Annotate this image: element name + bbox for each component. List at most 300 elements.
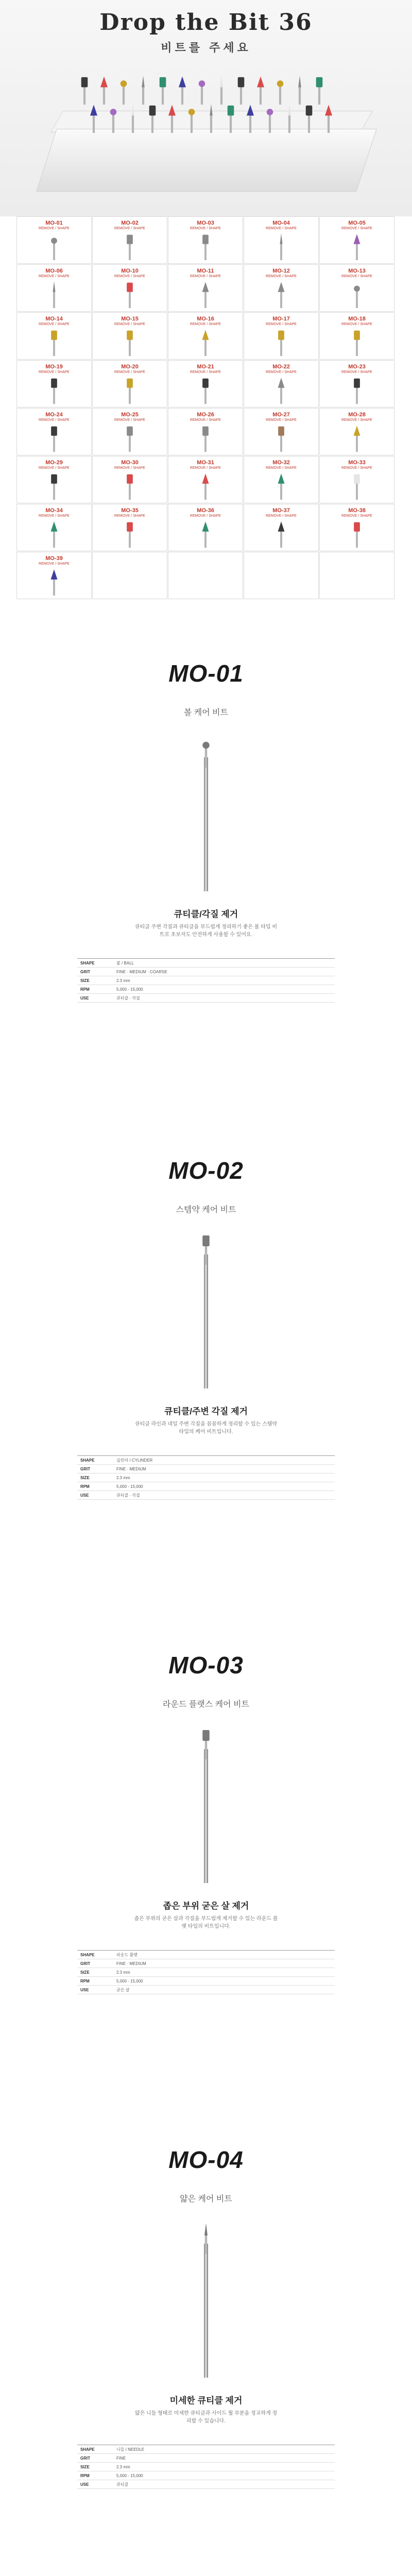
bit-card-code: MO-16	[197, 316, 214, 322]
bit-card-image	[41, 377, 67, 404]
bit-card[interactable]	[16, 456, 92, 503]
bit-card[interactable]	[92, 312, 167, 360]
spec-key: USE	[80, 995, 89, 1001]
bit-catalog-grid	[16, 216, 396, 600]
bit-card-code: MO-26	[197, 412, 214, 418]
bit-card-image	[192, 281, 219, 308]
section-usage: 큐티클/각질 제거	[174, 909, 238, 919]
spec-value: 니들 / NEEDLE	[116, 2447, 145, 2452]
bit-photo	[198, 1234, 214, 1388]
spec-key: SHAPE	[80, 960, 95, 965]
grid-row	[16, 360, 396, 408]
bit-ball-icon	[344, 281, 370, 308]
bit-needle-icon	[282, 90, 297, 147]
section-usage: 큐티클/주변 각질 제거	[164, 1406, 248, 1416]
bit-card-image	[344, 377, 370, 404]
bit-card-image	[192, 521, 219, 548]
spec-row	[77, 1473, 335, 1482]
spec-key: SHAPE	[80, 1458, 95, 1463]
bit-card-code: MO-28	[348, 412, 366, 418]
bit-section	[0, 1157, 412, 1651]
bit-card-subtitle: REMOVE / SHAPE	[341, 227, 372, 230]
bit-card[interactable]	[319, 360, 394, 408]
bit-card[interactable]	[16, 312, 92, 360]
spec-row	[77, 2454, 335, 2463]
bit-card-code: MO-37	[272, 507, 290, 514]
bit-card-image	[344, 569, 370, 596]
bit-card[interactable]	[244, 264, 319, 312]
hero-subtitle: 비트를 주세요	[161, 41, 251, 54]
spec-value: 볼 / BALL	[116, 960, 134, 965]
bit-card-code: MO-36	[197, 507, 214, 514]
bit-cyl-icon	[116, 521, 143, 548]
bit-cone-icon	[192, 281, 219, 308]
bit-card-image	[192, 473, 219, 500]
bit-card[interactable]	[92, 216, 167, 264]
grid-row	[16, 504, 396, 552]
bit-card-code: MO-24	[45, 412, 63, 418]
bit-cone-icon	[268, 377, 295, 404]
spec-value: FINE · MEDIUM	[116, 1466, 146, 1471]
bit-card-image	[344, 329, 370, 356]
bit-cyl-icon	[41, 329, 67, 356]
bit-card-code: MO-05	[348, 220, 366, 226]
bit-card[interactable]	[168, 312, 243, 360]
bit-card-image	[192, 377, 219, 404]
bit-card-subtitle: REMOVE / SHAPE	[39, 562, 70, 566]
bit-card-subtitle: REMOVE / SHAPE	[190, 466, 221, 470]
bit-card-subtitle: REMOVE / SHAPE	[341, 275, 372, 278]
empty-card	[244, 552, 319, 599]
spec-key: SIZE	[80, 978, 90, 983]
spec-value: 라운드 플랫	[116, 1952, 138, 1957]
bit-card[interactable]	[92, 456, 167, 503]
bit-card[interactable]	[16, 216, 92, 264]
bit-cyl-icon	[41, 425, 67, 452]
bit-cone-icon	[41, 521, 67, 548]
bit-card[interactable]	[168, 504, 243, 551]
bit-card-subtitle: REMOVE / SHAPE	[266, 227, 297, 230]
bit-card-subtitle: REMOVE / SHAPE	[341, 370, 372, 374]
spec-key: USE	[80, 2482, 89, 2487]
spec-row	[77, 2480, 335, 2489]
bit-cone-icon	[321, 90, 336, 147]
bit-card[interactable]	[168, 360, 243, 408]
bit-card-code: MO-11	[197, 268, 214, 274]
bit-shank	[204, 757, 208, 891]
bit-card-image	[192, 233, 219, 260]
empty-card	[168, 552, 243, 599]
bit-cyl-icon	[344, 521, 370, 548]
bit-card[interactable]	[16, 552, 92, 599]
bit-card-subtitle: REMOVE / SHAPE	[190, 370, 221, 374]
bit-photo	[198, 737, 214, 891]
bit-card-code: MO-15	[121, 316, 139, 322]
bit-card[interactable]	[16, 360, 92, 408]
bit-card-code: MO-25	[121, 412, 139, 418]
bit-card-code: MO-34	[45, 507, 63, 514]
bit-cyl-icon	[116, 329, 143, 356]
spec-value: 2.3 mm	[116, 1475, 130, 1480]
spec-value: 5,000 - 15,000	[116, 987, 143, 992]
spec-key: GRIT	[80, 2455, 91, 2461]
bit-card-subtitle: REMOVE / SHAPE	[266, 275, 297, 278]
bit-card-image	[41, 425, 67, 452]
spec-key: GRIT	[80, 969, 91, 974]
bit-card[interactable]	[16, 408, 92, 455]
spec-table	[77, 958, 335, 1003]
bit-card-subtitle: REMOVE / SHAPE	[39, 323, 70, 326]
spec-value: FINE · MEDIUM · COARSE	[116, 969, 167, 974]
bit-card-subtitle: REMOVE / SHAPE	[341, 466, 372, 470]
spec-row	[77, 1959, 335, 1968]
bit-card-subtitle: REMOVE / SHAPE	[266, 323, 297, 326]
bit-card-subtitle: REMOVE / SHAPE	[114, 227, 145, 230]
section-code: MO-02	[168, 1157, 244, 1184]
bit-empty-icon	[116, 569, 143, 596]
bit-card[interactable]	[319, 408, 394, 455]
bit-cyl-icon	[116, 233, 143, 260]
section-code: MO-03	[168, 1652, 244, 1679]
spec-table	[77, 1950, 335, 1994]
bit-cone-icon	[268, 281, 295, 308]
bit-shank	[204, 1255, 208, 1388]
bit-card-image	[268, 473, 295, 500]
bit-card[interactable]	[319, 216, 394, 264]
spec-key: RPM	[80, 1978, 90, 1984]
bit-card-image	[41, 281, 67, 308]
section-name: 얇은 케어 비트	[180, 2195, 232, 2204]
spec-row	[77, 985, 335, 994]
bit-card-code: MO-20	[121, 364, 139, 370]
bit-cyl-icon	[224, 90, 238, 147]
bit-card-subtitle: REMOVE / SHAPE	[114, 514, 145, 518]
bit-empty-icon	[192, 569, 219, 596]
bit-card-subtitle: REMOVE / SHAPE	[114, 323, 145, 326]
bit-card-image	[268, 377, 295, 404]
bit-needle-icon	[126, 90, 140, 147]
bit-section	[0, 659, 412, 1154]
bit-card-subtitle: REMOVE / SHAPE	[39, 275, 70, 278]
bit-card[interactable]	[92, 360, 167, 408]
bit-card-code: MO-35	[121, 507, 139, 514]
grid-row	[16, 408, 396, 456]
bit-shank	[204, 2244, 208, 2378]
spec-row	[77, 976, 335, 985]
spec-row	[77, 1491, 335, 1500]
bit-cyl-icon	[344, 473, 370, 500]
bit-card-image	[344, 233, 370, 260]
bit-card-code: MO-27	[272, 412, 290, 418]
bit-card-code: MO-01	[45, 220, 63, 226]
spec-value: 2.3 mm	[116, 2464, 130, 2469]
bit-empty-icon	[344, 569, 370, 596]
spec-value: FINE · MEDIUM	[116, 1961, 146, 1966]
bit-card-code: MO-22	[272, 364, 290, 370]
bit-card-image	[41, 473, 67, 500]
bit-cyl-icon	[116, 281, 143, 308]
section-code: MO-01	[168, 660, 244, 687]
bit-card-subtitle: REMOVE / SHAPE	[266, 514, 297, 518]
bit-card-image	[268, 329, 295, 356]
bit-cyl-icon	[302, 90, 316, 147]
bit-card-code: MO-13	[348, 268, 366, 274]
bit-section	[0, 2146, 412, 2576]
bit-card[interactable]	[244, 216, 319, 264]
bit-empty-icon	[268, 569, 295, 596]
bit-cone-icon	[192, 329, 219, 356]
bit-card-image	[268, 233, 295, 260]
bit-card-subtitle: REMOVE / SHAPE	[39, 227, 70, 230]
spec-row	[77, 1951, 335, 1959]
bit-card-subtitle: REMOVE / SHAPE	[114, 466, 145, 470]
section-description: 큐티클 라인과 네일 주변 각질을 꼼꼼하게 정리할 수 있는 스템약 타입의 케어 비트입니다.	[134, 1421, 278, 1435]
bit-card-image	[116, 473, 143, 500]
bit-section	[0, 1651, 412, 2146]
bit-card-code: MO-39	[45, 555, 63, 562]
spec-value: 큐티클 · 각질	[116, 1493, 140, 1498]
bit-cone-icon	[165, 90, 179, 147]
bit-card[interactable]	[92, 504, 167, 551]
section-description: 얇은 니들 형태로 미세한 큐티클과 사이드 월 부분을 정교하게 정리할 수 있습니다.	[134, 2411, 278, 2424]
bit-cone-icon	[344, 425, 370, 452]
spec-row	[77, 1465, 335, 1473]
bit-cone-icon	[268, 521, 295, 548]
bit-card-code: MO-18	[348, 316, 366, 322]
bit-card[interactable]	[168, 408, 243, 455]
spec-key: USE	[80, 1987, 89, 1992]
bit-card-image	[192, 425, 219, 452]
spec-row	[77, 1482, 335, 1491]
bit-card-image	[116, 377, 143, 404]
bit-card-subtitle: REMOVE / SHAPE	[39, 514, 70, 518]
bit-photo	[198, 1728, 214, 1883]
section-name: 볼 케어 비트	[183, 708, 229, 717]
bit-card[interactable]	[244, 360, 319, 408]
bit-cone-icon	[41, 569, 67, 596]
bit-card[interactable]	[168, 216, 243, 264]
bit-card-code: MO-19	[45, 364, 63, 370]
spec-key: SIZE	[80, 2464, 90, 2469]
bit-card-code: MO-38	[348, 507, 366, 514]
bit-card-image	[116, 233, 143, 260]
bit-card-code: MO-17	[272, 316, 290, 322]
bit-card-code: MO-32	[272, 460, 290, 466]
bit-card-code: MO-12	[272, 268, 290, 274]
bit-card-subtitle: REMOVE / SHAPE	[114, 275, 145, 278]
spec-row	[77, 2463, 335, 2471]
spec-key: SHAPE	[80, 2447, 95, 2452]
bit-card[interactable]	[319, 456, 394, 503]
bit-card-code: MO-14	[45, 316, 63, 322]
spec-row	[77, 2471, 335, 2480]
spec-value: 5,000 - 15,000	[116, 1978, 143, 1984]
section-name: 라운드 플랫스 케어 비트	[163, 1700, 249, 1709]
section-name: 스템약 케어 비트	[176, 1206, 236, 1214]
bit-cone-icon	[344, 233, 370, 260]
bit-card[interactable]	[319, 312, 394, 360]
bit-card-image	[41, 233, 67, 260]
spec-key: SIZE	[80, 1475, 90, 1480]
bit-card-image	[344, 521, 370, 548]
bit-card-subtitle: REMOVE / SHAPE	[39, 418, 70, 422]
bit-card-image	[41, 329, 67, 356]
spec-value: 5,000 - 15,000	[116, 1484, 143, 1489]
bit-card-subtitle: REMOVE / SHAPE	[266, 418, 297, 422]
empty-card	[319, 552, 394, 599]
bit-card[interactable]	[244, 312, 319, 360]
bit-card-subtitle: REMOVE / SHAPE	[190, 227, 221, 230]
spec-row	[77, 1968, 335, 1977]
bit-cone-icon	[87, 90, 101, 147]
bit-card-code: MO-23	[348, 364, 366, 370]
bit-card-image	[116, 281, 143, 308]
section-usage: 미세한 큐티클 제거	[169, 2396, 243, 2405]
bit-needle-icon	[198, 2223, 214, 2254]
bit-card[interactable]	[244, 408, 319, 455]
bit-card-image	[344, 425, 370, 452]
spec-row	[77, 968, 335, 976]
bit-cone-icon	[268, 473, 295, 500]
bit-shank	[204, 1749, 208, 1883]
spec-row	[77, 2445, 335, 2454]
spec-key: SHAPE	[80, 1952, 95, 1957]
bit-ball-icon	[41, 233, 67, 260]
bit-cyl-icon	[192, 233, 219, 260]
bit-card-image	[344, 281, 370, 308]
spec-value: 큐티클 · 각질	[116, 995, 140, 1001]
bit-card-code: MO-04	[272, 220, 290, 226]
spec-value: 실린더 / CYLINDER	[116, 1458, 153, 1463]
bit-card-image	[116, 569, 143, 596]
bit-cyl-icon	[198, 1728, 214, 1759]
spec-row	[77, 1456, 335, 1465]
spec-value: 5,000 - 15,000	[116, 2473, 143, 2478]
bit-needle-icon	[268, 233, 295, 260]
bit-cyl-icon	[41, 377, 67, 404]
bit-cyl-icon	[192, 377, 219, 404]
spec-key: SIZE	[80, 1970, 90, 1975]
spec-row	[77, 1977, 335, 1986]
bit-card-subtitle: REMOVE / SHAPE	[266, 466, 297, 470]
bit-card-image	[41, 521, 67, 548]
bit-card-image	[268, 521, 295, 548]
bit-card-code: MO-30	[121, 460, 139, 466]
bit-card-subtitle: REMOVE / SHAPE	[190, 514, 221, 518]
bit-cyl-icon	[344, 377, 370, 404]
bit-needle-icon	[41, 281, 67, 308]
spec-key: GRIT	[80, 1466, 91, 1471]
empty-card	[92, 552, 167, 599]
bit-card[interactable]	[92, 408, 167, 455]
bit-card-subtitle: REMOVE / SHAPE	[341, 514, 372, 518]
bit-card-code: MO-02	[121, 220, 139, 226]
spec-key: RPM	[80, 2473, 90, 2478]
bit-needle-icon	[204, 90, 218, 147]
bit-ball-icon	[106, 90, 121, 147]
bit-card-image	[41, 569, 67, 596]
bit-card-subtitle: REMOVE / SHAPE	[190, 418, 221, 422]
bit-cyl-icon	[116, 377, 143, 404]
hero-banner	[0, 0, 412, 216]
grid-row	[16, 312, 396, 360]
bit-card[interactable]	[244, 504, 319, 551]
bit-cone-icon	[192, 473, 219, 500]
bit-card-code: MO-33	[348, 460, 366, 466]
spec-key: USE	[80, 1493, 89, 1498]
bit-card-image	[116, 425, 143, 452]
bit-ball-icon	[198, 737, 214, 768]
bit-cyl-icon	[268, 425, 295, 452]
bit-card-subtitle: REMOVE / SHAPE	[341, 418, 372, 422]
bit-card-subtitle: REMOVE / SHAPE	[190, 275, 221, 278]
bit-card[interactable]	[319, 504, 394, 551]
spec-value: 2.3 mm	[116, 1970, 130, 1975]
bit-card-code: MO-31	[197, 460, 214, 466]
bit-card[interactable]	[92, 264, 167, 312]
bit-card-subtitle: REMOVE / SHAPE	[114, 370, 145, 374]
section-code: MO-04	[168, 2146, 244, 2173]
grid-row	[16, 264, 396, 312]
grid-row	[16, 456, 396, 504]
bit-card[interactable]	[168, 264, 243, 312]
spec-key: RPM	[80, 1484, 90, 1489]
bit-cyl-icon	[192, 425, 219, 452]
bit-card[interactable]	[244, 456, 319, 503]
bit-card-image	[192, 329, 219, 356]
bit-card-code: MO-10	[121, 268, 139, 274]
bit-card-image	[116, 329, 143, 356]
bit-card-subtitle: REMOVE / SHAPE	[190, 323, 221, 326]
bit-cyl-icon	[41, 473, 67, 500]
bit-card-image	[268, 569, 295, 596]
bit-cyl-icon	[344, 329, 370, 356]
bit-card[interactable]	[16, 264, 92, 312]
spec-row	[77, 1986, 335, 1994]
bit-card-subtitle: REMOVE / SHAPE	[341, 323, 372, 326]
section-description: 큐티클 주변 각질과 큐티클을 부드럽게 정리하기 좋은 볼 타입 비트로 초보자도 안전하게 사용할 수 있어요.	[134, 924, 278, 938]
section-description: 좁은 부위의 굳은 살과 각질을 부드럽게 제거할 수 있는 라운드 플랫 타입의 비트입니다.	[134, 1916, 278, 1929]
bit-card-subtitle: REMOVE / SHAPE	[39, 370, 70, 374]
bit-card-code: MO-21	[197, 364, 214, 370]
bit-card-code: MO-29	[45, 460, 63, 466]
bit-cone-icon	[192, 521, 219, 548]
spec-table	[77, 2445, 335, 2489]
grid-row	[16, 216, 396, 264]
section-usage: 좁은 부위 굳은 살 제거	[163, 1901, 249, 1911]
grid-row	[16, 552, 396, 600]
spec-value: 큐티클	[116, 2482, 129, 2487]
bit-card-image	[344, 473, 370, 500]
bit-cyl-icon	[116, 473, 143, 500]
spec-table	[77, 1455, 335, 1500]
bit-cyl-icon	[198, 1234, 214, 1265]
bit-card-code: MO-06	[45, 268, 63, 274]
bit-card-image	[268, 281, 295, 308]
spec-key: RPM	[80, 987, 90, 992]
spec-row	[77, 959, 335, 968]
bit-ball-icon	[263, 90, 277, 147]
bit-cone-icon	[243, 90, 258, 147]
bit-card[interactable]	[16, 504, 92, 551]
bit-ball-icon	[184, 90, 199, 147]
spec-value: 굳은 살	[116, 1987, 130, 1992]
bit-cyl-icon	[116, 425, 143, 452]
spec-row	[77, 994, 335, 1003]
bit-card[interactable]	[319, 264, 394, 312]
bit-card[interactable]	[168, 456, 243, 503]
spec-value: FINE	[116, 2455, 126, 2461]
